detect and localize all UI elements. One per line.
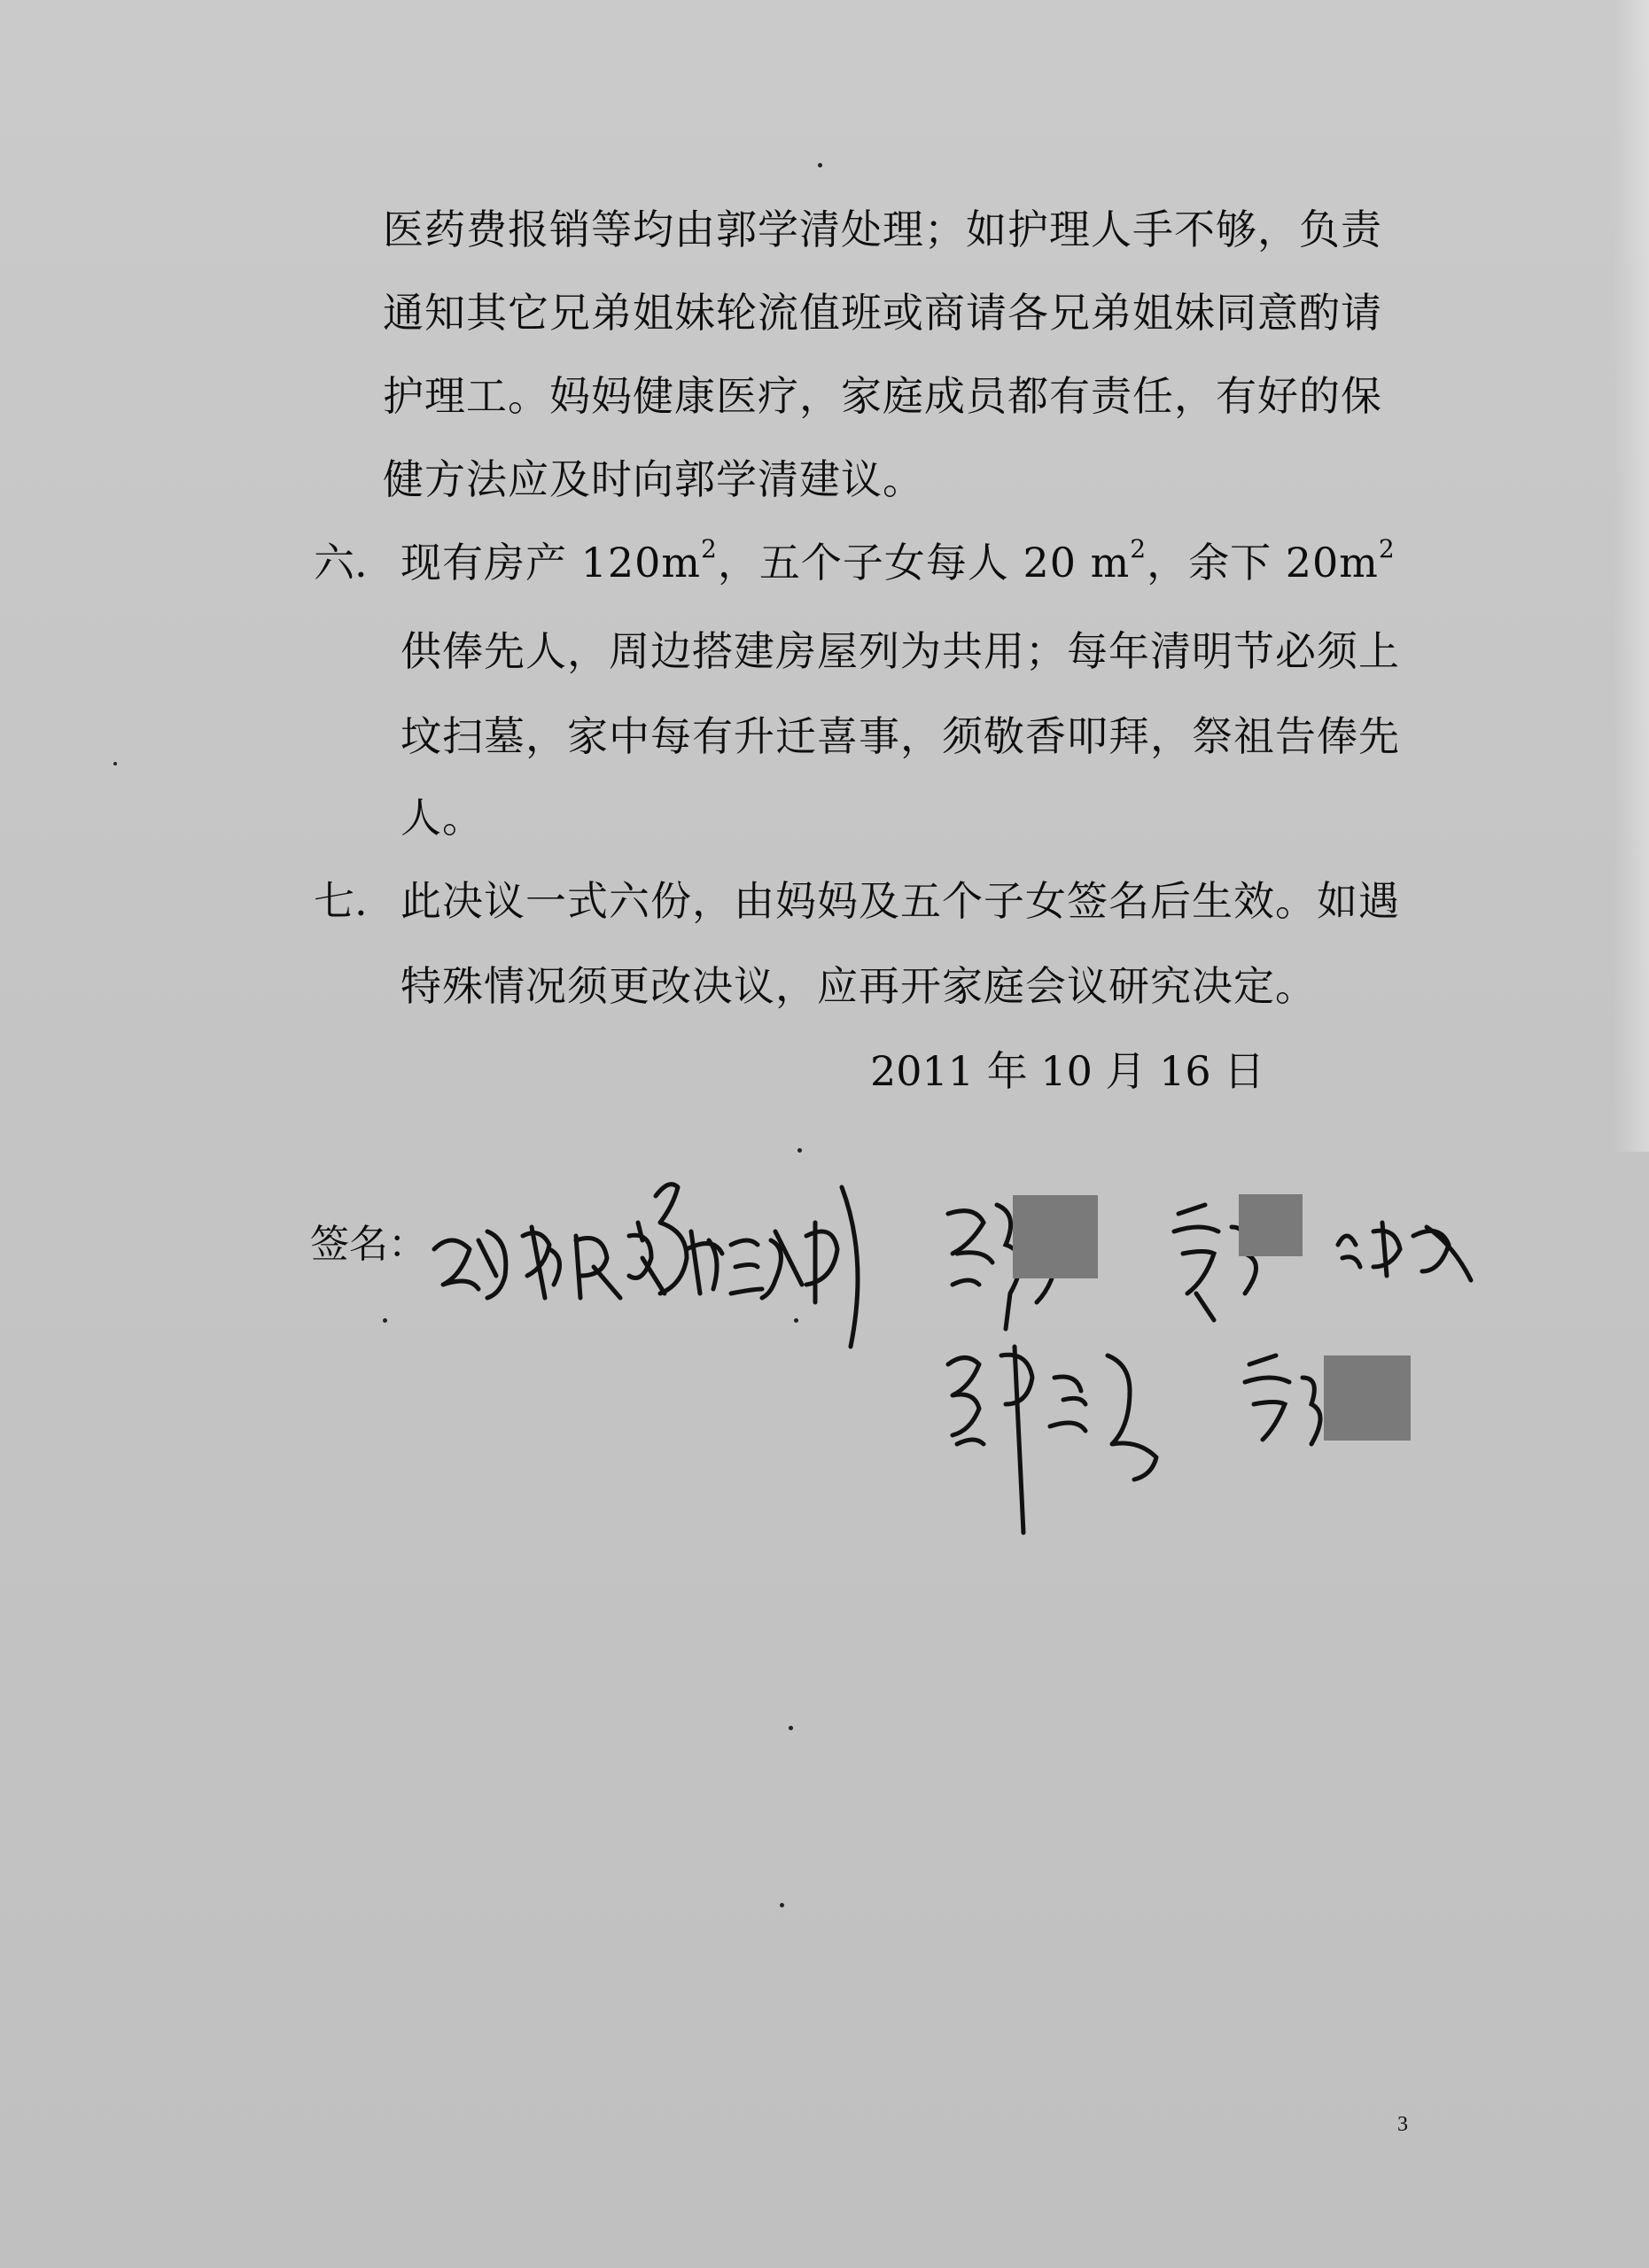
para5-line-4: 健方法应及时向郭学清建议。 — [383, 455, 924, 503]
scan-speck — [818, 163, 822, 167]
item6-line-4: 人。 — [401, 794, 484, 842]
signature-4 — [1329, 1209, 1489, 1289]
para5-line-1: 医药费报销等均由郭学清处理；如护理人手不够，负责 — [383, 206, 1382, 253]
scan-speck — [789, 1726, 793, 1730]
signature-label: 签名： — [310, 1222, 427, 1267]
item6-line-1 — [401, 534, 1396, 586]
scan-speck — [794, 1318, 798, 1323]
item6-text-b: ，五个子女每人 20 — [717, 539, 1077, 586]
scan-edge — [1614, 0, 1649, 1152]
item6-number: 六. — [314, 539, 368, 586]
item7-line-1: 此决议一式六份，由妈妈及五个子女签名后生效。如遇 — [401, 877, 1400, 925]
scan-speck — [113, 762, 117, 765]
para5-line-2: 通知其它兄弟姐妹轮流值班或商请各兄弟姐妹同意酌请 — [383, 289, 1382, 337]
page-number: 3 — [1397, 2113, 1408, 2136]
signature-1 — [425, 1161, 886, 1373]
signature-5 — [939, 1338, 1205, 1533]
item6-text-d: ，余下 20m — [1147, 539, 1379, 586]
para5-line-3: 护理工。妈妈健康医疗，家庭成员都有责任，有好的保 — [383, 372, 1382, 420]
item6-line-3: 坟扫墓，家中每有升迁喜事，须敬香叩拜，祭祖告俸先 — [401, 712, 1400, 760]
item6-line-2: 供俸先人，周边搭建房屋列为共用；每年清明节必须上 — [401, 627, 1400, 675]
item6-text-c: m — [1077, 539, 1131, 586]
item7-line-2: 特殊情况须更改决议，应再开家庭会议研究决定。 — [401, 962, 1317, 1010]
redaction-box — [1324, 1355, 1411, 1441]
redaction-box — [1013, 1195, 1098, 1278]
item6-sup-1: 2 — [701, 534, 718, 563]
scan-speck — [383, 1318, 387, 1323]
scan-speck — [780, 1903, 784, 1907]
item6-sup-2: 2 — [1130, 534, 1147, 563]
document-date: 2011 年 10 月 16 日 — [870, 1047, 1265, 1095]
item7-number: 七. — [314, 877, 368, 925]
scan-speck — [797, 1148, 802, 1153]
item6-text-a: 现有房产 120m — [401, 539, 702, 586]
item6-sup-3: 2 — [1378, 534, 1396, 563]
redaction-box — [1239, 1194, 1303, 1256]
